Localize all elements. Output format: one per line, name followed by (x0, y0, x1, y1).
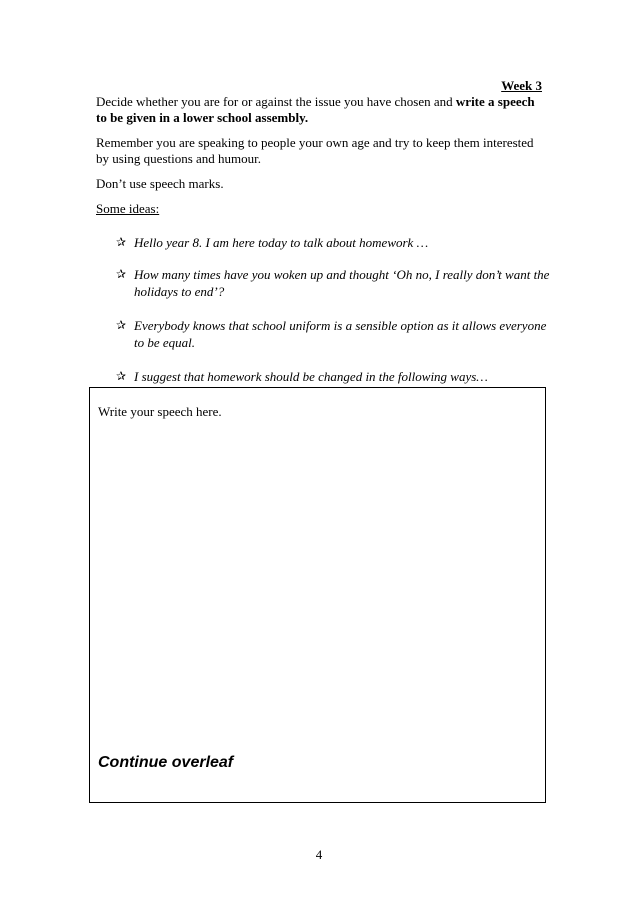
instruction-emphasis: write a speech to be given in a lower school assembly. (96, 94, 535, 125)
idea-text: I suggest that homework should be changed in the following ways… (134, 369, 488, 384)
star-outline-icon: ✰ (116, 267, 127, 281)
week-label: Week 3 (501, 78, 542, 93)
idea-text: How many times have you woken up and thought ‘Oh no, I really don’t want the holidays to end’? (134, 267, 550, 299)
star-outline-icon: ✰ (116, 318, 127, 332)
page-number: 4 (315, 847, 323, 862)
star-outline-icon: ✰ (116, 369, 127, 383)
list-item (116, 266, 556, 300)
idea-text: Everybody knows that school uniform is a sensible option as it allows everyone to be equal. (134, 318, 547, 350)
idea-text: Hello year 8. I am here today to talk about homework … (134, 235, 429, 250)
ideas-heading: Some ideas: (96, 201, 160, 216)
speech-box-prompt: Write your speech here. (98, 404, 222, 419)
instruction-text: Decide whether you are for or against the issue you have chosen and (96, 94, 456, 109)
star-outline-icon: ✰ (116, 235, 127, 249)
list-item (116, 368, 556, 385)
list-item (116, 317, 556, 351)
instruction-paragraph-2: Remember you are speaking to people your own age and try to keep them interested by using questions and humour. (96, 135, 534, 166)
speech-writing-box[interactable] (89, 387, 546, 803)
continue-overleaf-label: Continue overleaf (98, 754, 234, 771)
instruction-paragraph-3: Don’t use speech marks. (96, 176, 224, 191)
ideas-list (116, 234, 556, 402)
instruction-paragraph-1 (96, 94, 546, 126)
list-item (116, 234, 556, 251)
